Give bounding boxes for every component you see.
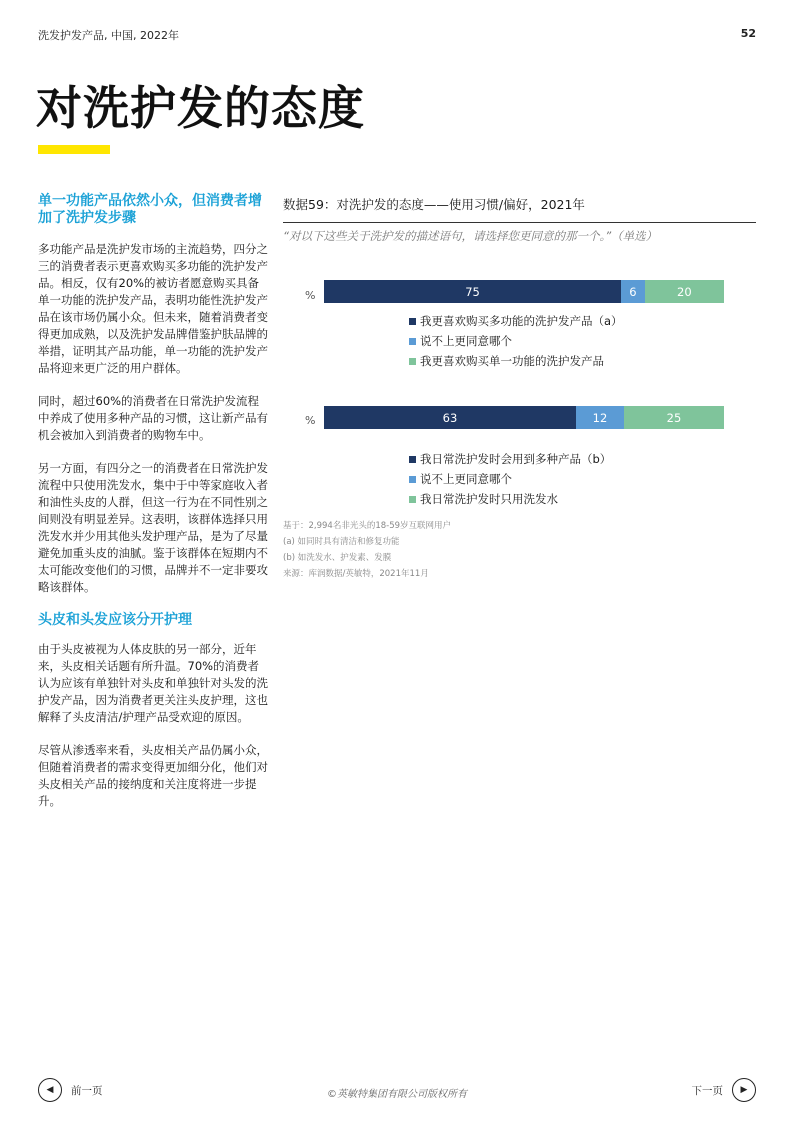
legend-label: 我日常洗护发时会用到多种产品（b） — [420, 452, 612, 466]
paragraph: 尽管从渗透率来看，头皮相关产品仍属小众，但随着消费者的需求变得更加细分化，他们对头皮相关产品的接纳度和关注度将进一步提升。 — [38, 743, 268, 808]
next-page-label[interactable]: 下一页 — [691, 1084, 723, 1097]
section-heading-scalp: 头皮和头发应该分开护理 — [38, 612, 192, 628]
bar-segment: 20 — [645, 280, 724, 303]
paragraph: 另一方面，有四分之一的消费者在日常洗护发流程中只使用洗发水，集中于中等家庭收入者和油性头皮的人群，但这一行为在不同性别之间则没有明显差异。这表明，该群体选择只用洗发水并少用其他头发护理产品，是为了尽量避免加重头皮的油腻。鉴于该群体在短期内不太可能改变他们的习惯，品牌并不一定非要攻略该群体。 — [38, 461, 268, 594]
bar-row-2 — [324, 406, 724, 429]
next-page-link[interactable] — [692, 1078, 757, 1102]
title-accent-bar — [38, 145, 110, 154]
row2-unit-label: % — [305, 414, 316, 427]
chart-note: 来源：库润数据/英敏特，2021年11月 — [283, 569, 429, 579]
page-number: 52 — [740, 27, 756, 40]
legend-label: 我日常洗护发时只用洗发水 — [420, 492, 558, 506]
bar-segment: 25 — [624, 406, 724, 429]
paragraph: 多功能产品是洗护发市场的主流趋势，四分之三的消费者表示更喜欢购买多功能的洗护发产品。相反，仅有20%的被访者愿意购买具备单一功能的洗护发产品，表明功能性洗护发产品在该市场仍属小众。但未来，随着消费者变得更加成熟，以及洗护发品牌借鉴护肤品牌的举措，证明其产品功能，单一功能的洗护发产品将迎来更广泛的用户群体。 — [38, 242, 268, 375]
chart-note: 基于：2,994名非光头的18-59岁互联网用户 — [283, 521, 452, 531]
row1-unit-label: % — [305, 289, 316, 302]
legend-swatch — [409, 358, 416, 365]
legend-label: 我更喜欢购买多功能的洗护发产品（a） — [420, 314, 623, 328]
chart-notes — [283, 518, 451, 582]
chart-divider — [283, 222, 756, 223]
legend-item — [409, 311, 623, 331]
copyright: ©英敏特集团有限公司版权所有 — [327, 1089, 467, 1100]
legend-swatch — [409, 318, 416, 325]
bar-segment: 12 — [576, 406, 624, 429]
legend-swatch — [409, 338, 416, 345]
header-doc-title: 洗发护发产品, 中国, 2022年 — [38, 29, 179, 42]
section-heading-single-function: 单一功能产品依然小众，但消费者增加了洗护发步骤 — [38, 193, 262, 226]
paragraph: 由于头皮被视为人体皮肤的另一部分，近年来，头皮相关话题有所升温。70%的消费者认为应该有单独针对头皮和单独针对头发的洗护发产品，因为消费者更关注头皮护理，这也解释了头皮清洁/护理产品受欢迎的原因。 — [38, 642, 268, 724]
legend-label: 说不上更同意哪个 — [420, 334, 512, 348]
chart-note: (a) 如同时具有清洁和修复功能 — [283, 537, 400, 547]
chart-note: (b) 如洗发水、护发素、发膜 — [283, 553, 392, 563]
legend-item — [409, 489, 611, 509]
legend-item — [409, 449, 611, 469]
legend-item — [409, 331, 623, 351]
paragraph: 同时，超过60%的消费者在日常洗护发流程中养成了使用多种产品的习惯，这让新产品有机会被加入到消费者的购物车中。 — [38, 394, 268, 442]
legend-row-2 — [409, 449, 611, 509]
bar-segment: 63 — [324, 406, 576, 429]
left-column — [38, 193, 270, 826]
legend-label: 我更喜欢购买单一功能的洗护发产品 — [420, 354, 604, 368]
bar-segment: 6 — [621, 280, 645, 303]
legend-item — [409, 351, 623, 371]
bar-row-1 — [324, 280, 724, 303]
chart-title: 数据59：对洗护发的态度——使用习惯/偏好，2021年 — [283, 197, 585, 212]
next-arrow-icon[interactable]: ▶ — [732, 1078, 756, 1102]
prev-page-label[interactable]: 前一页 — [71, 1084, 103, 1097]
legend-swatch — [409, 476, 416, 483]
legend-swatch — [409, 456, 416, 463]
prev-arrow-icon[interactable]: ◀ — [38, 1078, 62, 1102]
chart-subtitle: “对以下这些关于洗护发的描述语句，请选择您更同意的那一个。”（单选） — [283, 229, 658, 243]
legend-item — [409, 469, 611, 489]
page-title: 对洗护发的态度 — [36, 81, 365, 135]
legend-label: 说不上更同意哪个 — [420, 472, 512, 486]
legend-swatch — [409, 496, 416, 503]
bar-segment: 75 — [324, 280, 621, 303]
legend-row-1 — [409, 311, 623, 371]
